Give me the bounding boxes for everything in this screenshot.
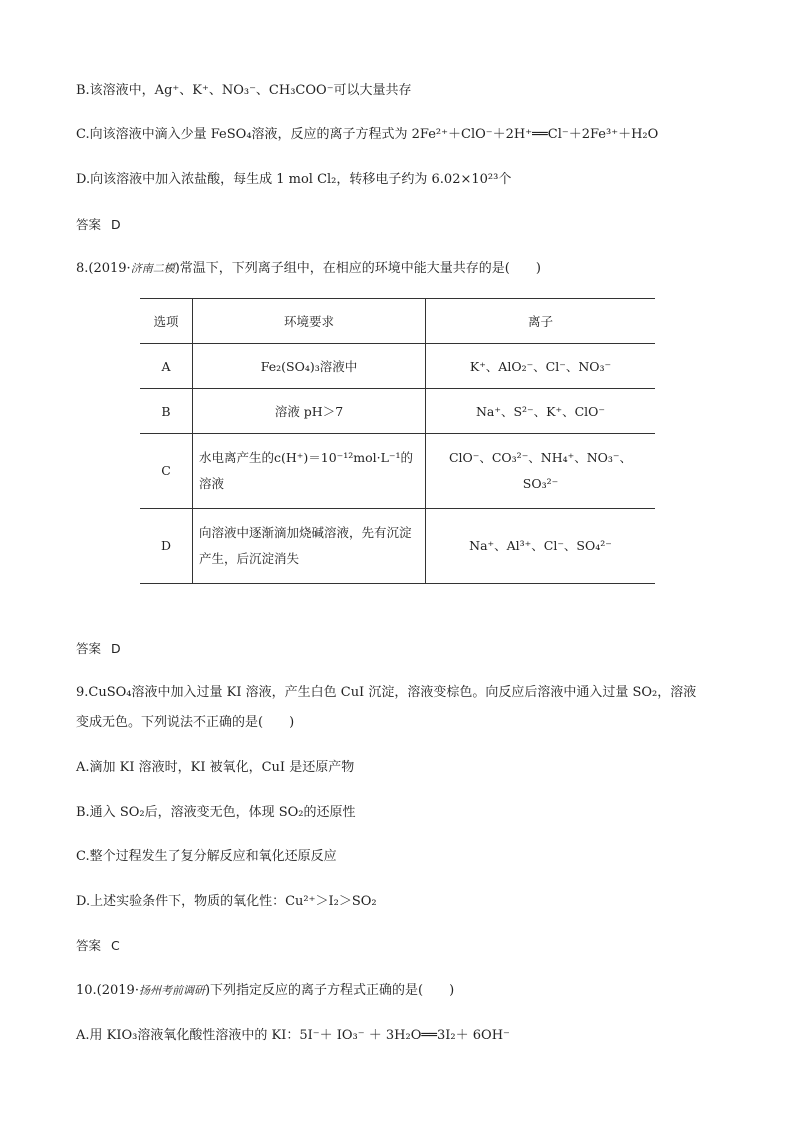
q10-stem <box>76 981 454 1001</box>
table-row <box>140 389 655 434</box>
row-environment: Fe₂(SO₄)₃溶液中 <box>193 344 426 389</box>
answer-value: C <box>111 938 120 953</box>
q10-option-a: A.用 KIO₃溶液氧化酸性溶液中的 KI：5I⁻＋ IO₃⁻ ＋ 3H₂O══3I₂＋ 6OH⁻ <box>76 1028 510 1043</box>
q10-prefix: 10.(2019· <box>76 983 139 998</box>
q8-prefix: 8.(2019· <box>76 261 131 276</box>
answer-label: 答案 <box>76 641 102 656</box>
row-environment: 溶液 pH＞7 <box>193 389 426 434</box>
row-option: A <box>140 344 193 389</box>
row-environment: 向溶液中逐渐滴加烧碱溶液，先有沉淀产生，后沉淀消失 <box>193 509 426 584</box>
q8-stem-text: )常温下，下列离子组中，在相应的环境中能大量共存的是( ) <box>174 261 541 276</box>
row-ions: Na⁺、S²⁻、K⁺、ClO⁻ <box>426 389 656 434</box>
table-row <box>140 344 655 389</box>
row-environment: 水电离产生的c(H⁺)＝10⁻¹²mol·L⁻¹的溶液 <box>193 434 426 509</box>
answer-value: D <box>111 641 121 656</box>
table-row <box>140 509 655 584</box>
q9-stem-line2: 变成无色。下列说法不正确的是( ) <box>76 715 295 730</box>
header-option: 选项 <box>140 299 193 344</box>
answer-label: 答案 <box>76 938 102 953</box>
q9-option-d: D.上述实验条件下，物质的氧化性：Cu²⁺＞I₂＞SO₂ <box>76 894 377 909</box>
q8-stem <box>76 259 541 279</box>
q9-option-b: B.通入 SO₂后，溶液变无色，体现 SO₂的还原性 <box>76 805 356 820</box>
row-option: D <box>140 509 193 584</box>
row-ions: ClO⁻、CO₃²⁻、NH₄⁺、NO₃⁻、SO₃²⁻ <box>426 434 656 509</box>
q9-stem-line1: 9.CuSO₄溶液中加入过量 KI 溶液，产生白色 CuI 沉淀，溶液变棕色。向反应后溶液中通入过量 SO₂，溶液 <box>76 685 697 700</box>
q8-options-table <box>140 298 655 584</box>
row-option: C <box>140 434 193 509</box>
q8-answer-line <box>76 639 121 659</box>
q7-option-d: D.向该溶液中加入浓盐酸，每生成 1 mol Cl₂，转移电子约为 6.02×10²³个 <box>76 172 512 187</box>
q7-answer-line <box>76 215 121 235</box>
row-ions: Na⁺、Al³⁺、Cl⁻、SO₄²⁻ <box>426 509 656 584</box>
q10-source: 扬州考前调研 <box>138 984 205 997</box>
q7-option-c: C.向该溶液中滴入少量 FeSO₄溶液，反应的离子方程式为 2Fe²⁺＋ClO⁻＋2H⁺══Cl⁻＋2Fe³⁺＋H₂O <box>76 127 659 142</box>
header-ions: 离子 <box>426 299 656 344</box>
q10-stem-text: )下列指定反应的离子方程式正确的是( ) <box>204 983 455 998</box>
row-option: B <box>140 389 193 434</box>
table-row <box>140 434 655 509</box>
answer-value: D <box>111 217 121 232</box>
table-header-row <box>140 299 655 344</box>
q8-source: 济南二模 <box>130 262 175 275</box>
answer-label: 答案 <box>76 217 102 232</box>
header-environment: 环境要求 <box>193 299 426 344</box>
q7-option-b: B.该溶液中，Ag⁺、K⁺、NO₃⁻、CH₃COO⁻可以大量共存 <box>76 83 412 98</box>
q9-answer-line <box>76 936 120 956</box>
row-ions: K⁺、AlO₂⁻、Cl⁻、NO₃⁻ <box>426 344 656 389</box>
q9-option-a: A.滴加 KI 溶液时，KI 被氧化，CuI 是还原产物 <box>76 760 355 775</box>
q9-option-c: C.整个过程发生了复分解反应和氧化还原反应 <box>76 849 337 864</box>
